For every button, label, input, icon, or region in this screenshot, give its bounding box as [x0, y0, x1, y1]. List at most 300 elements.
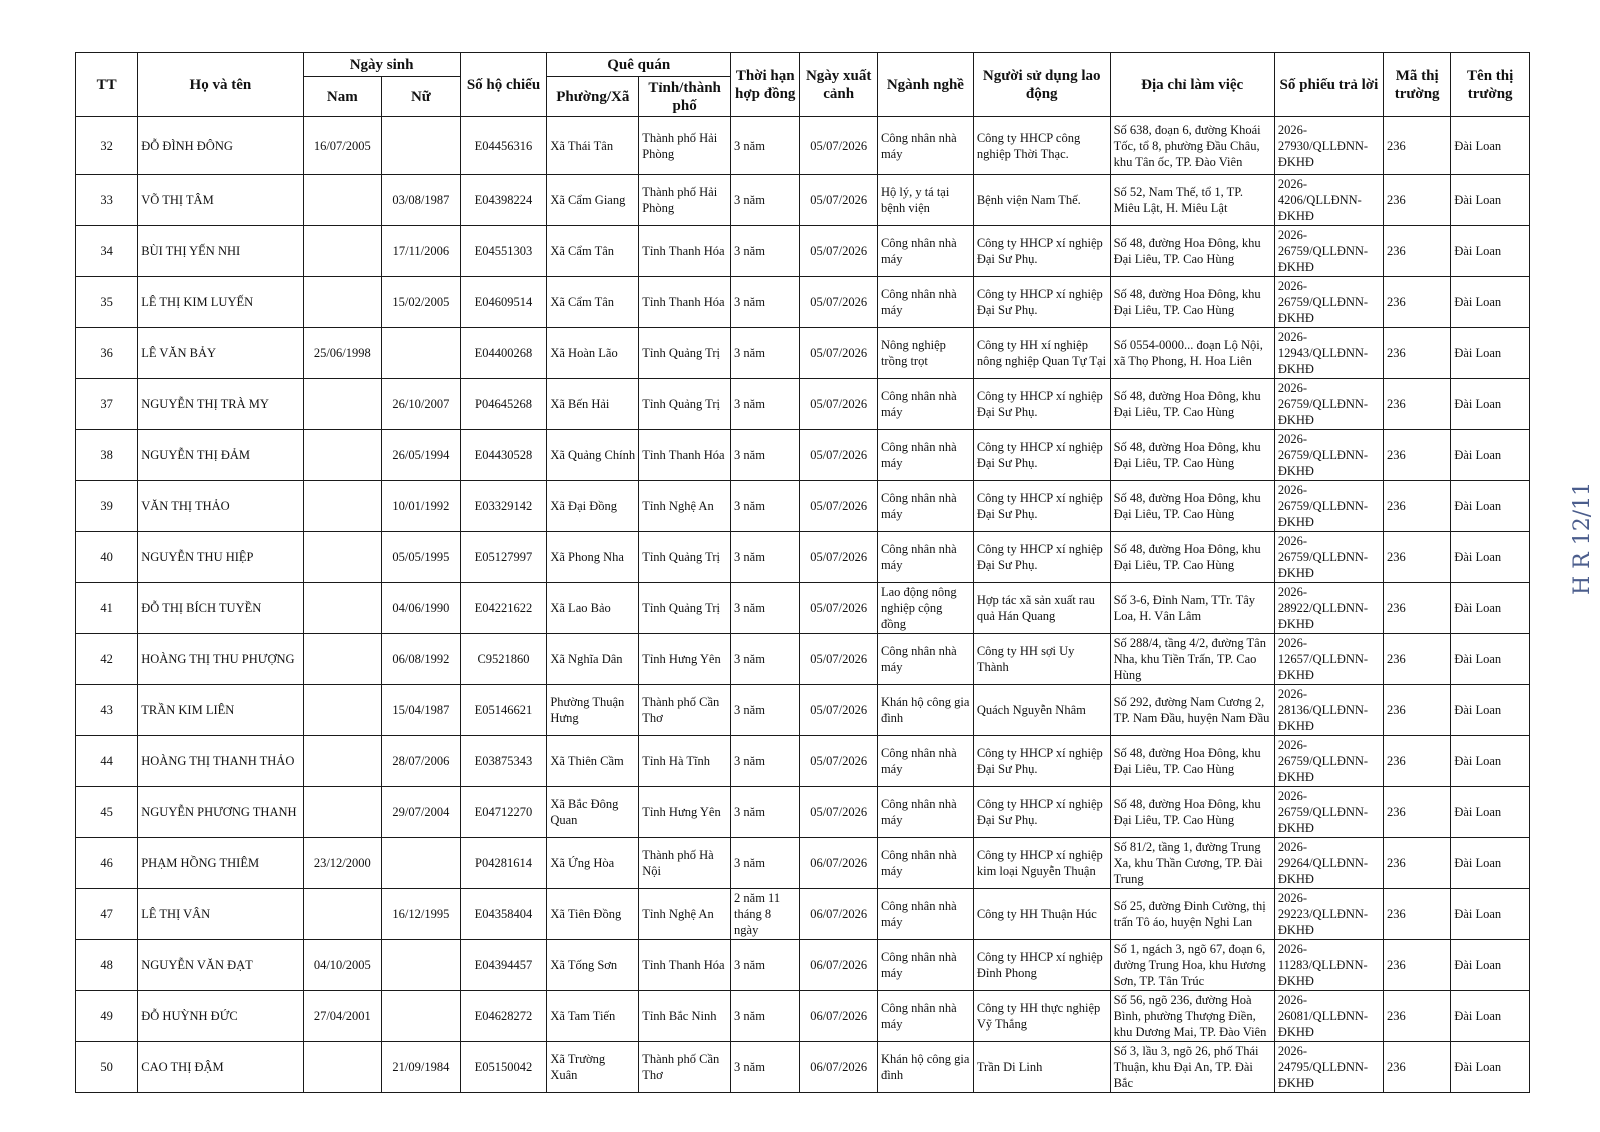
- table-row: [76, 328, 1530, 379]
- cell-dob-male: 25/06/1998: [303, 328, 382, 379]
- header-occupation: Ngành nghề: [877, 53, 973, 117]
- cell-name: HOÀNG THỊ THANH THẢO: [138, 736, 303, 787]
- table-row: [76, 277, 1530, 328]
- cell-name: VĂN THỊ THẢO: [138, 481, 303, 532]
- cell-market-name: Đài Loan: [1451, 583, 1530, 634]
- cell-dob-male: 27/04/2001: [303, 991, 382, 1042]
- header-name: Họ và tên: [138, 53, 303, 117]
- cell-work-address: Số 292, đường Nam Cương 2, TP. Nam Đầu, huyện Nam Đầu: [1110, 685, 1274, 736]
- cell-exit-date: 05/07/2026: [800, 175, 878, 226]
- cell-passport: E03875343: [460, 736, 547, 787]
- cell-ward: Phường Thuận Hưng: [547, 685, 639, 736]
- cell-employer: Công ty HHCP xí nghiệp Đại Sư Phụ.: [973, 226, 1110, 277]
- cell-employer: Công ty HHCP xí nghiệp Đại Sư Phụ.: [973, 277, 1110, 328]
- cell-work-address: Số 48, đường Hoa Đông, khu Đại Liêu, TP. Cao Hùng: [1110, 736, 1274, 787]
- cell-market-code: 236: [1384, 838, 1451, 889]
- workers-table: [75, 52, 1530, 1093]
- cell-passport: E04551303: [460, 226, 547, 277]
- cell-tt: 34: [76, 226, 138, 277]
- cell-ward: Xã Thiên Cầm: [547, 736, 639, 787]
- cell-passport: E04358404: [460, 889, 547, 940]
- table-row: [76, 838, 1530, 889]
- cell-ward: Xã Đại Đồng: [547, 481, 639, 532]
- cell-province: Tỉnh Thanh Hóa: [639, 430, 731, 481]
- cell-receipt-no: 2026-26759/QLLĐNN-ĐKHĐ: [1274, 430, 1383, 481]
- cell-name: ĐỖ ĐÌNH ĐÔNG: [138, 117, 303, 175]
- cell-name: NGUYỄN THU HIỆP: [138, 532, 303, 583]
- cell-dob-male: 16/07/2005: [303, 117, 382, 175]
- cell-exit-date: 05/07/2026: [800, 277, 878, 328]
- cell-province: Tỉnh Quảng Trị: [639, 379, 731, 430]
- cell-term: 3 năm: [731, 175, 800, 226]
- cell-tt: 32: [76, 117, 138, 175]
- cell-name: ĐỖ HUỲNH ĐỨC: [138, 991, 303, 1042]
- cell-name: ĐỖ THỊ BÍCH TUYỀN: [138, 583, 303, 634]
- table-body: [76, 117, 1530, 1093]
- cell-dob-female: 06/08/1992: [382, 634, 461, 685]
- cell-work-address: Số 1, ngách 3, ngõ 67, đoạn 6, đường Trung Hoa, khu Hương Sơn, TP. Tân Trúc: [1110, 940, 1274, 991]
- cell-term: 3 năm: [731, 634, 800, 685]
- cell-work-address: Số 3-6, Đỉnh Nam, TTr. Tây Loa, H. Vân Lâm: [1110, 583, 1274, 634]
- cell-term: 3 năm: [731, 787, 800, 838]
- table-row: [76, 634, 1530, 685]
- cell-exit-date: 05/07/2026: [800, 583, 878, 634]
- table-row: [76, 175, 1530, 226]
- cell-province: Thành phố Cần Thơ: [639, 685, 731, 736]
- cell-receipt-no: 2026-4206/QLLĐNN-ĐKHĐ: [1274, 175, 1383, 226]
- cell-receipt-no: 2026-27930/QLLĐNN-ĐKHĐ: [1274, 117, 1383, 175]
- cell-dob-male: [303, 532, 382, 583]
- cell-market-name: Đài Loan: [1451, 1042, 1530, 1093]
- cell-tt: 35: [76, 277, 138, 328]
- cell-employer: Công ty HHCP xí nghiệp Đại Sư Phụ.: [973, 430, 1110, 481]
- cell-ward: Xã Ứng Hòa: [547, 838, 639, 889]
- cell-employer: Bệnh viện Nam Thế.: [973, 175, 1110, 226]
- cell-market-code: 236: [1384, 117, 1451, 175]
- cell-passport: E04398224: [460, 175, 547, 226]
- cell-receipt-no: 2026-26081/QLLĐNN-ĐKHĐ: [1274, 991, 1383, 1042]
- cell-employer: Công ty HH xí nghiệp nông nghiệp Quan Tự Tại: [973, 328, 1110, 379]
- cell-term: 3 năm: [731, 481, 800, 532]
- table-row: [76, 991, 1530, 1042]
- cell-dob-female: 26/10/2007: [382, 379, 461, 430]
- cell-work-address: Số 48, đường Hoa Đông, khu Đại Liêu, TP. Cao Hùng: [1110, 226, 1274, 277]
- cell-ward: Xã Bắc Đông Quan: [547, 787, 639, 838]
- cell-work-address: Số 48, đường Hoa Đông, khu Đại Liêu, TP. Cao Hùng: [1110, 787, 1274, 838]
- cell-term: 3 năm: [731, 117, 800, 175]
- cell-receipt-no: 2026-26759/QLLĐNN-ĐKHĐ: [1274, 277, 1383, 328]
- cell-employer: Công ty HHCP xí nghiệp Đại Sư Phụ.: [973, 532, 1110, 583]
- cell-name: BÙI THỊ YẾN NHI: [138, 226, 303, 277]
- cell-employer: Công ty HHCP xí nghiệp Đại Sư Phụ.: [973, 787, 1110, 838]
- cell-dob-male: [303, 1042, 382, 1093]
- cell-occupation: Khán hộ công gia đình: [877, 685, 973, 736]
- cell-market-name: Đài Loan: [1451, 889, 1530, 940]
- cell-market-name: Đài Loan: [1451, 430, 1530, 481]
- header-work-address: Địa chỉ làm việc: [1110, 53, 1274, 117]
- cell-employer: Công ty HHCP xí nghiệp Đại Sư Phụ.: [973, 736, 1110, 787]
- cell-province: Tỉnh Nghệ An: [639, 481, 731, 532]
- cell-dob-female: [382, 991, 461, 1042]
- header-hometown: Quê quán: [547, 53, 731, 77]
- cell-dob-female: [382, 940, 461, 991]
- header-term: Thời hạn hợp đồng: [731, 53, 800, 117]
- cell-market-name: Đài Loan: [1451, 787, 1530, 838]
- cell-term: 3 năm: [731, 685, 800, 736]
- header-market-code: Mã thị trường: [1384, 53, 1451, 117]
- cell-dob-female: [382, 117, 461, 175]
- header-male: Nam: [303, 77, 382, 117]
- cell-passport: E03329142: [460, 481, 547, 532]
- cell-tt: 49: [76, 991, 138, 1042]
- cell-work-address: Số 25, đường Đinh Cường, thị trấn Tô áo, huyện Nghi Lan: [1110, 889, 1274, 940]
- cell-dob-female: 28/07/2006: [382, 736, 461, 787]
- cell-occupation: Hộ lý, y tá tại bệnh viện: [877, 175, 973, 226]
- cell-receipt-no: 2026-26759/QLLĐNN-ĐKHĐ: [1274, 379, 1383, 430]
- cell-market-code: 236: [1384, 991, 1451, 1042]
- cell-province: Thành phố Hà Nội: [639, 838, 731, 889]
- cell-ward: Xã Quảng Chính: [547, 430, 639, 481]
- cell-tt: 38: [76, 430, 138, 481]
- cell-dob-female: 21/09/1984: [382, 1042, 461, 1093]
- handwritten-margin-note: H R 12/11: [1570, 481, 1595, 595]
- cell-employer: Trần Di Linh: [973, 1042, 1110, 1093]
- cell-passport: E05150042: [460, 1042, 547, 1093]
- cell-name: NGUYỄN THỊ ĐẢM: [138, 430, 303, 481]
- cell-work-address: Số 48, đường Hoa Đông, khu Đại Liêu, TP. Cao Hùng: [1110, 379, 1274, 430]
- cell-occupation: Công nhân nhà máy: [877, 226, 973, 277]
- cell-ward: Xã Trường Xuân: [547, 1042, 639, 1093]
- header-market-name: Tên thị trường: [1451, 53, 1530, 117]
- cell-dob-male: [303, 787, 382, 838]
- cell-tt: 40: [76, 532, 138, 583]
- cell-passport: E04609514: [460, 277, 547, 328]
- header-employer: Người sử dụng lao động: [973, 53, 1110, 117]
- cell-receipt-no: 2026-28922/QLLĐNN-ĐKHĐ: [1274, 583, 1383, 634]
- cell-tt: 47: [76, 889, 138, 940]
- cell-ward: Xã Tam Tiến: [547, 991, 639, 1042]
- cell-occupation: Công nhân nhà máy: [877, 277, 973, 328]
- cell-exit-date: 05/07/2026: [800, 379, 878, 430]
- cell-ward: Xã Nghĩa Dân: [547, 634, 639, 685]
- cell-tt: 37: [76, 379, 138, 430]
- cell-term: 3 năm: [731, 226, 800, 277]
- cell-market-name: Đài Loan: [1451, 736, 1530, 787]
- cell-work-address: Số 48, đường Hoa Đông, khu Đại Liêu, TP. Cao Hùng: [1110, 481, 1274, 532]
- cell-term: 3 năm: [731, 940, 800, 991]
- cell-dob-female: 15/04/1987: [382, 685, 461, 736]
- cell-term: 2 năm 11 tháng 8 ngày: [731, 889, 800, 940]
- cell-province: Tỉnh Hưng Yên: [639, 634, 731, 685]
- cell-exit-date: 05/07/2026: [800, 226, 878, 277]
- cell-name: VÕ THỊ TÂM: [138, 175, 303, 226]
- cell-exit-date: 06/07/2026: [800, 838, 878, 889]
- cell-passport: E05127997: [460, 532, 547, 583]
- cell-passport: E04400268: [460, 328, 547, 379]
- cell-exit-date: 05/07/2026: [800, 685, 878, 736]
- table-row: [76, 685, 1530, 736]
- cell-ward: Xã Cẩm Giang: [547, 175, 639, 226]
- cell-exit-date: 06/07/2026: [800, 1042, 878, 1093]
- cell-name: PHẠM HỒNG THIÊM: [138, 838, 303, 889]
- cell-occupation: Lao động nông nghiệp cộng đồng: [877, 583, 973, 634]
- cell-ward: Xã Tống Sơn: [547, 940, 639, 991]
- cell-employer: Công ty HH thực nghiệp Vỹ Thắng: [973, 991, 1110, 1042]
- cell-occupation: Công nhân nhà máy: [877, 991, 973, 1042]
- cell-exit-date: 06/07/2026: [800, 940, 878, 991]
- cell-name: NGUYỄN THỊ TRÀ MY: [138, 379, 303, 430]
- cell-market-code: 236: [1384, 736, 1451, 787]
- cell-market-code: 236: [1384, 685, 1451, 736]
- cell-tt: 45: [76, 787, 138, 838]
- cell-dob-male: [303, 379, 382, 430]
- cell-province: Thành phố Hải Phòng: [639, 175, 731, 226]
- cell-name: LÊ THỊ VÂN: [138, 889, 303, 940]
- cell-dob-male: 04/10/2005: [303, 940, 382, 991]
- cell-passport: E04456316: [460, 117, 547, 175]
- cell-term: 3 năm: [731, 532, 800, 583]
- cell-dob-female: 26/05/1994: [382, 430, 461, 481]
- cell-tt: 48: [76, 940, 138, 991]
- cell-market-name: Đài Loan: [1451, 481, 1530, 532]
- cell-province: Tỉnh Quảng Trị: [639, 328, 731, 379]
- cell-receipt-no: 2026-26759/QLLĐNN-ĐKHĐ: [1274, 736, 1383, 787]
- cell-occupation: Công nhân nhà máy: [877, 838, 973, 889]
- cell-ward: Xã Thái Tân: [547, 117, 639, 175]
- cell-receipt-no: 2026-29223/QLLĐNN-ĐKHĐ: [1274, 889, 1383, 940]
- cell-term: 3 năm: [731, 379, 800, 430]
- cell-employer: Công ty HHCP xí nghiệp Đại Sư Phụ.: [973, 481, 1110, 532]
- cell-market-name: Đài Loan: [1451, 940, 1530, 991]
- cell-province: Tỉnh Thanh Hóa: [639, 940, 731, 991]
- cell-dob-male: [303, 175, 382, 226]
- cell-tt: 42: [76, 634, 138, 685]
- cell-market-code: 236: [1384, 481, 1451, 532]
- cell-term: 3 năm: [731, 736, 800, 787]
- cell-work-address: Số 0554-0000... đoạn Lộ Nội, xã Thọ Phong, H. Hoa Liên: [1110, 328, 1274, 379]
- cell-work-address: Số 48, đường Hoa Đông, khu Đại Liêu, TP. Cao Hùng: [1110, 430, 1274, 481]
- cell-tt: 46: [76, 838, 138, 889]
- cell-market-code: 236: [1384, 940, 1451, 991]
- cell-term: 3 năm: [731, 328, 800, 379]
- header-female: Nữ: [382, 77, 461, 117]
- cell-dob-female: 05/05/1995: [382, 532, 461, 583]
- cell-occupation: Công nhân nhà máy: [877, 889, 973, 940]
- cell-receipt-no: 2026-11283/QLLĐNN-ĐKHĐ: [1274, 940, 1383, 991]
- cell-passport: E04430528: [460, 430, 547, 481]
- cell-passport: E04221622: [460, 583, 547, 634]
- cell-tt: 36: [76, 328, 138, 379]
- cell-occupation: Nông nghiệp trồng trọt: [877, 328, 973, 379]
- cell-work-address: Số 48, đường Hoa Đông, khu Đại Liêu, TP. Cao Hùng: [1110, 532, 1274, 583]
- cell-province: Tỉnh Hưng Yên: [639, 787, 731, 838]
- header-tt: TT: [76, 53, 138, 117]
- cell-province: Tỉnh Quảng Trị: [639, 583, 731, 634]
- cell-market-code: 236: [1384, 889, 1451, 940]
- cell-dob-male: [303, 481, 382, 532]
- cell-market-code: 236: [1384, 583, 1451, 634]
- cell-employer: Công ty HHCP xí nghiệp Đại Sư Phụ.: [973, 379, 1110, 430]
- cell-tt: 50: [76, 1042, 138, 1093]
- cell-name: CAO THỊ ĐẬM: [138, 1042, 303, 1093]
- cell-ward: Xã Lao Bảo: [547, 583, 639, 634]
- header-ward: Phường/Xã: [547, 77, 639, 117]
- cell-term: 3 năm: [731, 838, 800, 889]
- cell-work-address: Số 52, Nam Thế, tổ 1, TP. Miêu Lật, H. Miêu Lật: [1110, 175, 1274, 226]
- cell-receipt-no: 2026-26759/QLLĐNN-ĐKHĐ: [1274, 787, 1383, 838]
- cell-dob-male: [303, 226, 382, 277]
- header-passport: Số hộ chiếu: [460, 53, 547, 117]
- cell-occupation: Công nhân nhà máy: [877, 379, 973, 430]
- table-row: [76, 532, 1530, 583]
- cell-passport: C9521860: [460, 634, 547, 685]
- cell-exit-date: 05/07/2026: [800, 430, 878, 481]
- cell-name: LÊ THỊ KIM LUYẾN: [138, 277, 303, 328]
- table-row: [76, 736, 1530, 787]
- cell-passport: E04628272: [460, 991, 547, 1042]
- cell-name: LÊ VĂN BẢY: [138, 328, 303, 379]
- cell-exit-date: 05/07/2026: [800, 787, 878, 838]
- header-province: Tỉnh/thành phố: [639, 77, 731, 117]
- cell-receipt-no: 2026-29264/QLLĐNN-ĐKHĐ: [1274, 838, 1383, 889]
- cell-market-code: 236: [1384, 379, 1451, 430]
- cell-market-name: Đài Loan: [1451, 991, 1530, 1042]
- table-row: [76, 787, 1530, 838]
- cell-dob-male: [303, 277, 382, 328]
- table-row: [76, 430, 1530, 481]
- cell-province: Tỉnh Thanh Hóa: [639, 226, 731, 277]
- cell-employer: Công ty HHCP xí nghiệp kim loại Nguyễn Thuận: [973, 838, 1110, 889]
- cell-occupation: Công nhân nhà máy: [877, 532, 973, 583]
- cell-work-address: Số 56, ngõ 236, đường Hoà Bình, phường Thượng Điền, khu Dương Mai, TP. Đào Viên: [1110, 991, 1274, 1042]
- cell-employer: Công ty HHCP xí nghiệp Đỉnh Phong: [973, 940, 1110, 991]
- cell-dob-female: 04/06/1990: [382, 583, 461, 634]
- cell-occupation: Công nhân nhà máy: [877, 940, 973, 991]
- cell-employer: Công ty HH sợi Uy Thành: [973, 634, 1110, 685]
- cell-term: 3 năm: [731, 991, 800, 1042]
- cell-market-code: 236: [1384, 175, 1451, 226]
- cell-market-name: Đài Loan: [1451, 838, 1530, 889]
- cell-market-name: Đài Loan: [1451, 532, 1530, 583]
- cell-tt: 39: [76, 481, 138, 532]
- cell-market-code: 236: [1384, 532, 1451, 583]
- cell-province: Tỉnh Thanh Hóa: [639, 277, 731, 328]
- cell-dob-male: [303, 736, 382, 787]
- cell-occupation: Công nhân nhà máy: [877, 736, 973, 787]
- cell-term: 3 năm: [731, 430, 800, 481]
- cell-market-name: Đài Loan: [1451, 226, 1530, 277]
- cell-passport: P04645268: [460, 379, 547, 430]
- cell-employer: Quách Nguyễn Nhâm: [973, 685, 1110, 736]
- cell-market-name: Đài Loan: [1451, 277, 1530, 328]
- cell-exit-date: 05/07/2026: [800, 532, 878, 583]
- cell-occupation: Công nhân nhà máy: [877, 787, 973, 838]
- cell-ward: Xã Cẩm Tân: [547, 226, 639, 277]
- cell-exit-date: 05/07/2026: [800, 634, 878, 685]
- cell-dob-male: [303, 430, 382, 481]
- cell-passport: E04712270: [460, 787, 547, 838]
- cell-province: Tỉnh Bắc Ninh: [639, 991, 731, 1042]
- cell-employer: Công ty HHCP công nghiệp Thời Thạc.: [973, 117, 1110, 175]
- cell-name: TRẦN KIM LIÊN: [138, 685, 303, 736]
- cell-market-code: 236: [1384, 226, 1451, 277]
- table-row: [76, 226, 1530, 277]
- cell-market-name: Đài Loan: [1451, 328, 1530, 379]
- cell-dob-female: 29/07/2004: [382, 787, 461, 838]
- cell-term: 3 năm: [731, 1042, 800, 1093]
- cell-dob-female: 10/01/1992: [382, 481, 461, 532]
- cell-market-code: 236: [1384, 277, 1451, 328]
- cell-occupation: Khán hộ công gia đình: [877, 1042, 973, 1093]
- cell-exit-date: 06/07/2026: [800, 991, 878, 1042]
- cell-receipt-no: 2026-26759/QLLĐNN-ĐKHĐ: [1274, 481, 1383, 532]
- cell-ward: Xã Hoàn Lão: [547, 328, 639, 379]
- cell-work-address: Số 638, đoạn 6, đường Khoái Tốc, tổ 8, phường Đầu Châu, khu Tân ốc, TP. Đào Viên: [1110, 117, 1274, 175]
- cell-market-code: 236: [1384, 1042, 1451, 1093]
- table-row: [76, 481, 1530, 532]
- table-row: [76, 583, 1530, 634]
- cell-province: Thành phố Cần Thơ: [639, 1042, 731, 1093]
- cell-work-address: Số 81/2, tầng 1, đường Trung Xa, khu Thần Cương, TP. Đài Trung: [1110, 838, 1274, 889]
- cell-passport: E04394457: [460, 940, 547, 991]
- cell-name: NGUYỄN PHƯƠNG THANH: [138, 787, 303, 838]
- cell-employer: Công ty HH Thuận Húc: [973, 889, 1110, 940]
- cell-occupation: Công nhân nhà máy: [877, 117, 973, 175]
- cell-passport: E05146621: [460, 685, 547, 736]
- cell-receipt-no: 2026-12657/QLLĐNN-ĐKHĐ: [1274, 634, 1383, 685]
- table-row: [76, 940, 1530, 991]
- cell-work-address: Số 288/4, tầng 4/2, đường Tân Nha, khu Tiền Trấn, TP. Cao Hùng: [1110, 634, 1274, 685]
- cell-province: Thành phố Hải Phòng: [639, 117, 731, 175]
- cell-dob-female: 15/02/2005: [382, 277, 461, 328]
- cell-exit-date: 05/07/2026: [800, 328, 878, 379]
- cell-term: 3 năm: [731, 277, 800, 328]
- cell-ward: Xã Cẩm Tân: [547, 277, 639, 328]
- cell-market-name: Đài Loan: [1451, 175, 1530, 226]
- cell-dob-male: [303, 889, 382, 940]
- cell-dob-female: 16/12/1995: [382, 889, 461, 940]
- cell-receipt-no: 2026-26759/QLLĐNN-ĐKHĐ: [1274, 532, 1383, 583]
- cell-occupation: Công nhân nhà máy: [877, 634, 973, 685]
- cell-province: Tỉnh Hà Tĩnh: [639, 736, 731, 787]
- cell-province: Tỉnh Nghệ An: [639, 889, 731, 940]
- cell-tt: 33: [76, 175, 138, 226]
- cell-tt: 41: [76, 583, 138, 634]
- cell-occupation: Công nhân nhà máy: [877, 481, 973, 532]
- cell-dob-female: [382, 328, 461, 379]
- cell-market-code: 236: [1384, 430, 1451, 481]
- cell-receipt-no: 2026-24795/QLLĐNN-ĐKHĐ: [1274, 1042, 1383, 1093]
- cell-dob-male: [303, 583, 382, 634]
- cell-dob-male: [303, 634, 382, 685]
- cell-market-name: Đài Loan: [1451, 634, 1530, 685]
- cell-market-code: 236: [1384, 328, 1451, 379]
- cell-dob-male: [303, 685, 382, 736]
- cell-market-code: 236: [1384, 787, 1451, 838]
- cell-exit-date: 05/07/2026: [800, 736, 878, 787]
- cell-work-address: Số 48, đường Hoa Đông, khu Đại Liêu, TP. Cao Hùng: [1110, 277, 1274, 328]
- cell-tt: 43: [76, 685, 138, 736]
- cell-dob-female: 17/11/2006: [382, 226, 461, 277]
- cell-exit-date: 06/07/2026: [800, 889, 878, 940]
- cell-name: HOÀNG THỊ THU PHƯỢNG: [138, 634, 303, 685]
- header-exit-date: Ngày xuất cảnh: [800, 53, 878, 117]
- cell-occupation: Công nhân nhà máy: [877, 430, 973, 481]
- cell-market-name: Đài Loan: [1451, 117, 1530, 175]
- cell-ward: Xã Phong Nha: [547, 532, 639, 583]
- cell-dob-male: 23/12/2000: [303, 838, 382, 889]
- cell-exit-date: 05/07/2026: [800, 117, 878, 175]
